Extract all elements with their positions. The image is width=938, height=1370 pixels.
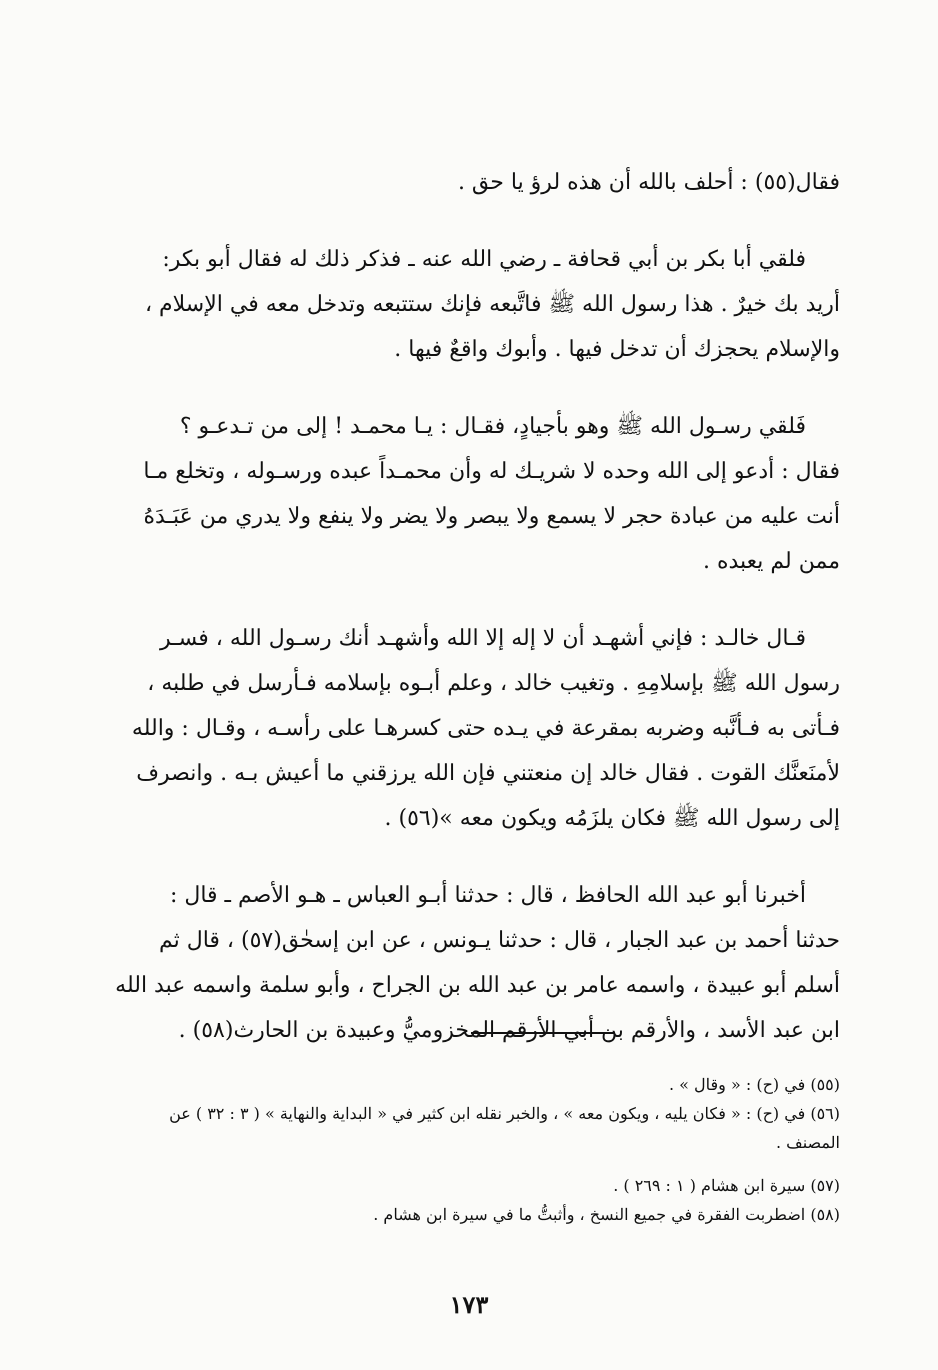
footnote: (٥٦) في (ح) : « فكان يليه ، ويكون معه » ، والخبر نقله ابن كثير في « البداية والنهاية » ( ٣ : ٣٢ ) عن xyxy=(169,1104,840,1123)
text-line: فقال : أدعو إلى الله وحده لا شريـك له وأن محمـداً عبده ورسـوله ، وتخلع مـا xyxy=(143,459,840,484)
text-line: ممن لم يعبده . xyxy=(702,549,840,574)
paragraph-3 xyxy=(100,404,840,584)
text-line: أنت عليه من عبادة حجر لا يسمع ولا يبصر ولا يضر ولا ينفع ولا يدري من عَبَـدَهُ xyxy=(143,504,840,529)
text-line: فَلقي رسـول الله ﷺ وهو بأجيادٍ، فقـال : يـا محمـد ! إلى من تـدعـو ؟ xyxy=(179,414,806,439)
text-line: أريد بك خيرٌ . هذا رسول الله ﷺ فاتَّبعه فإنك ستتبعه وتدخل معه في الإسلام ، xyxy=(144,292,840,317)
text-line: أسلم أبو عبيدة ، واسمه عامر بن عبد الله بن الجراح ، وأبو سلمة واسمه عبد الله xyxy=(115,973,840,998)
footnote: (٥٨) اضطربت الفقرة في جميع النسخ ، وأثبتُّ ما في سيرة ابن هشام . xyxy=(373,1205,840,1224)
text-line: حدثنا أحمد بن عبد الجبار ، قال : حدثنا يـونس ، عن ابن إسحٰق(٥٧) ، قال ثم xyxy=(158,928,840,953)
text-line: قـال خالـد : فإني أشهـد أن لا إله إلا الله وأشهـد أنك رسـول الله ، فسـر xyxy=(160,626,806,651)
text-line: فقال(٥٥) : أحلف بالله أن هذه لرؤ يا حق . xyxy=(457,170,840,195)
text-line: لأمنَعنَّك القوت . فقال خالد إن منعتني فإن الله يرزقني ما أعيش بـه . وانصرف xyxy=(136,761,840,786)
text-line: فـأتى به فـأنَّبه وضربه بمقرعة في يـده حتى كسرهـا على رأسـه ، وقـال : والله xyxy=(131,716,840,741)
footnote: (٥٧) سيرة ابن هشام ( ١ : ٢٦٩ ) . xyxy=(613,1176,840,1195)
text-line: ابن عبد الأسد ، والأرقم بن أبي الأرقم المخزوميُّ وعبيدة بن الحارث(٥٨) . xyxy=(178,1018,840,1043)
paragraph-4 xyxy=(100,616,840,841)
footnote: (٥٥) في (ح) : « وقال » . xyxy=(668,1075,840,1094)
text-line: إلى رسول الله ﷺ فكان يلزَمُه ويكون معه »(٥٦) . xyxy=(384,806,840,831)
main-text xyxy=(100,160,840,1085)
text-line: فلقي أبا بكر بن أبي قحافة ـ رضي الله عنه ـ فذكر ذلك له فقال أبو بكر: xyxy=(162,247,806,272)
page-number: ١٧٣ xyxy=(449,1290,489,1319)
text-line: رسول الله ﷺ بإسلامِهِ . وتغيب خالد ، وعلم أبـوه بإسلامه فـأرسل في طلبه ، xyxy=(147,671,840,696)
paragraph-2 xyxy=(100,237,840,372)
footnote-divider xyxy=(471,1032,615,1034)
paragraph-1 xyxy=(100,160,840,205)
text-line: والإسلام يحجزك أن تدخل فيها . وأبوك واقعٌ فيها . xyxy=(394,337,840,362)
footnotes xyxy=(100,1070,840,1229)
footnote-continuation: المصنف . xyxy=(775,1133,840,1152)
text-line: أخبرنا أبو عبد الله الحافظ ، قال : حدثنا أبـو العباس ـ هـو الأصم ـ قال : xyxy=(169,883,806,908)
paragraph-5 xyxy=(100,873,840,1053)
